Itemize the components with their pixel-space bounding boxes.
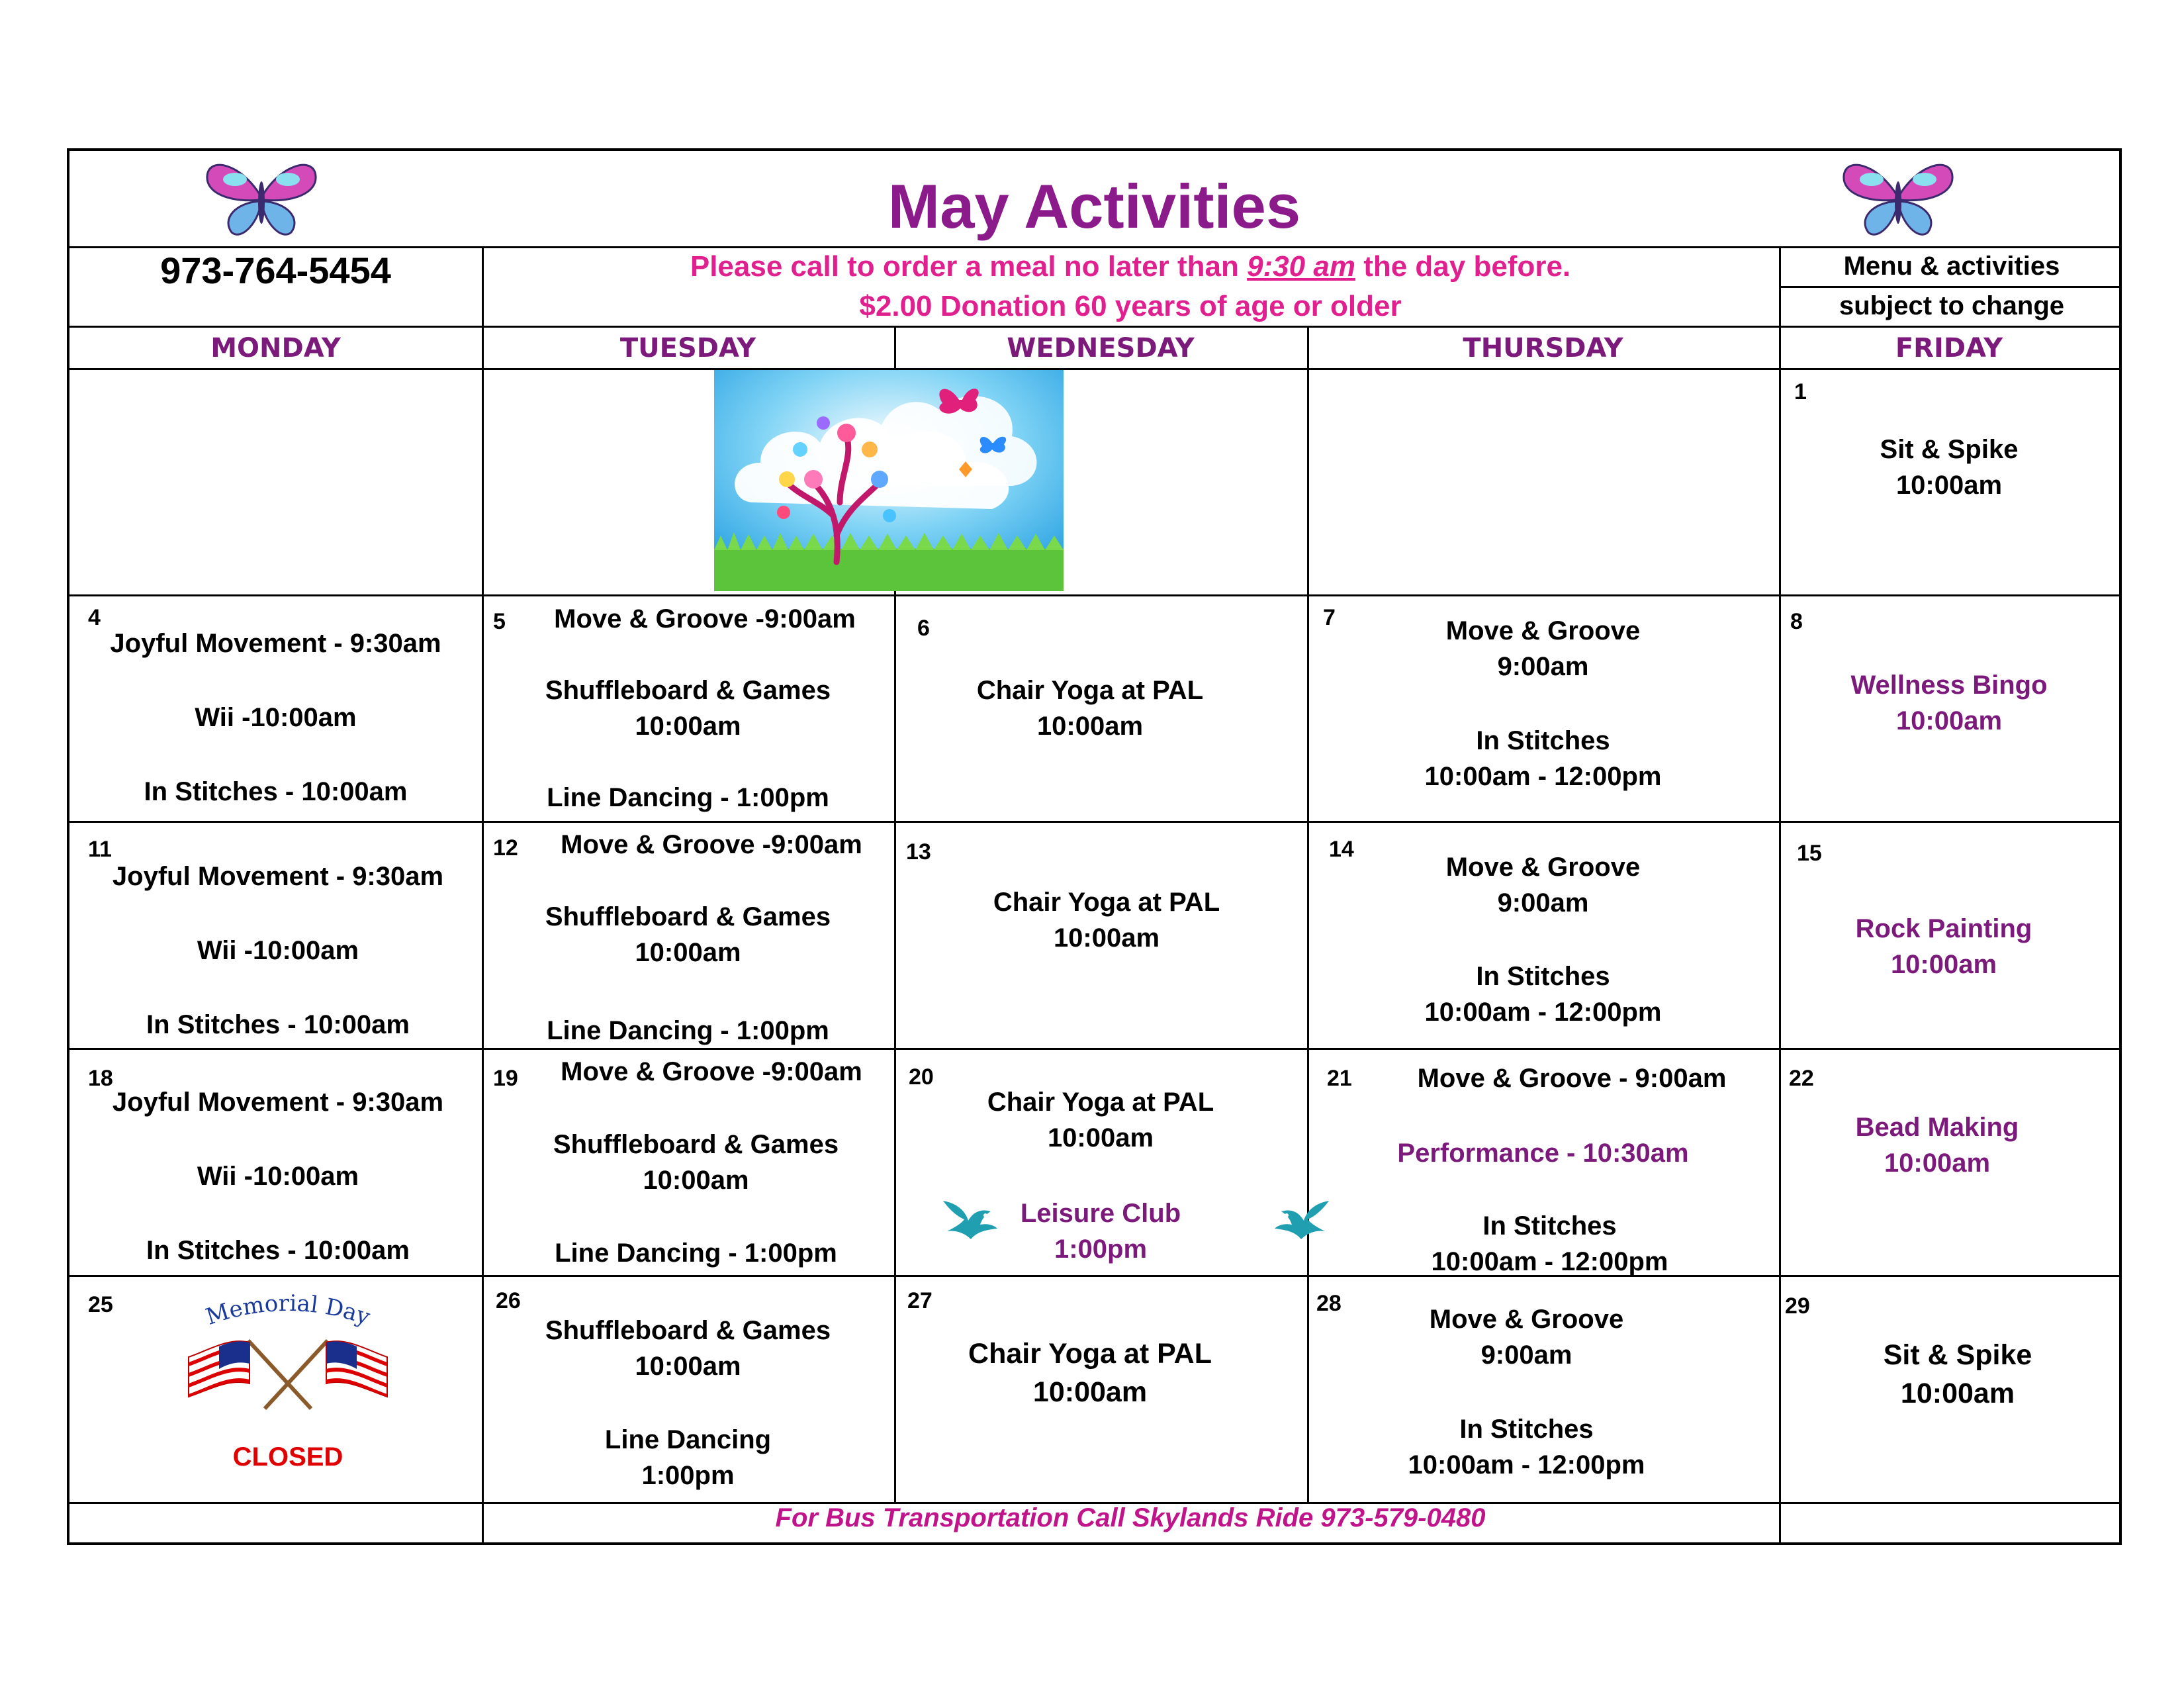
day-number: 28 <box>1316 1291 1342 1316</box>
event-time: 10:00am <box>635 938 741 968</box>
event-move-groove <box>1307 849 1779 921</box>
day-number: 13 <box>906 839 931 865</box>
event-move-groove: Move & Groove -9:00am <box>561 1057 862 1086</box>
event-line-dancing: Line Dancing - 1:00pm <box>547 783 829 812</box>
event-move-groove: Move & Groove - 9:00am <box>1417 1064 1727 1093</box>
day-number: 7 <box>1323 605 1336 630</box>
day-number: 26 <box>496 1288 521 1313</box>
weekday-header: TUESDAY <box>619 333 756 363</box>
event-shuffleboard <box>482 1313 894 1385</box>
event-line-dancing: Line Dancing - 1:00pm <box>547 1016 829 1045</box>
event-sit-spike <box>1788 1336 2128 1413</box>
event-rock-painting <box>1774 911 2114 983</box>
event-in-stitches: In Stitches - 10:00am <box>146 1010 410 1039</box>
closed-label: CLOSED <box>232 1442 343 1472</box>
grid-line <box>69 326 2119 328</box>
event-line-dancing <box>482 1422 894 1494</box>
notice-deadline: 9:30 am <box>1247 250 1355 283</box>
event-move-groove: Move & Groove -9:00am <box>561 830 862 859</box>
event-title: Move & Groove <box>1445 616 1641 645</box>
day-number: 20 <box>909 1064 934 1090</box>
event-time: 10:00am <box>1895 471 2003 500</box>
day-number: 27 <box>907 1288 933 1313</box>
memorial-day-logo-text: Memorial Day <box>203 1291 374 1331</box>
event-in-stitches: In Stitches - 10:00am <box>144 777 408 806</box>
change-note-line1: Menu & activities <box>1843 252 2060 281</box>
grid-line <box>69 246 2119 248</box>
event-time: 9:00am <box>1497 888 1589 918</box>
event-joyful-movement: Joyful Movement - 9:30am <box>112 862 444 891</box>
day-number: 6 <box>917 616 930 641</box>
event-title: Leisure Club <box>1020 1199 1181 1228</box>
event-time: 10:00am <box>635 712 741 741</box>
event-move-groove <box>1307 613 1779 685</box>
day-number: 22 <box>1789 1066 1814 1091</box>
day-number: 29 <box>1785 1293 1810 1319</box>
calendar <box>67 148 2122 1545</box>
event-title: Shuffleboard & Games <box>545 676 831 705</box>
event-title: In Stitches <box>1482 1211 1617 1241</box>
event-time: 10:00am - 12:00pm <box>1431 1247 1668 1277</box>
event-chair-yoga <box>894 1084 1307 1156</box>
event-time: 10:00am <box>635 1352 741 1382</box>
event-wellness-bingo <box>1779 667 2119 739</box>
event-time: 10:00am - 12:00pm <box>1424 762 1662 792</box>
event-wii: Wii -10:00am <box>195 703 357 732</box>
notice-text: Please call to order a meal no later than <box>690 250 1239 283</box>
day-number: 4 <box>88 605 101 630</box>
event-joyful-movement: Joyful Movement - 9:30am <box>112 1088 444 1117</box>
event-bead-making <box>1767 1109 2107 1182</box>
meal-order-notice <box>482 250 1779 283</box>
event-time: 9:00am <box>1480 1340 1572 1370</box>
event-title: Rock Painting <box>1855 914 2032 943</box>
grid-line <box>69 821 2119 823</box>
page-title: May Activities <box>887 171 1301 241</box>
event-shuffleboard <box>482 673 894 745</box>
event-title: Chair Yoga at PAL <box>993 888 1220 917</box>
event-performance: Performance - 10:30am <box>1397 1139 1689 1168</box>
day-number: 21 <box>1327 1066 1352 1091</box>
event-time: 10:00am <box>1047 1123 1154 1153</box>
day-number: 19 <box>493 1066 518 1091</box>
event-title: Sit & Spike <box>1883 1339 2032 1371</box>
event-chair-yoga <box>884 673 1297 745</box>
day-number: 5 <box>493 609 506 634</box>
event-title: In Stitches <box>1476 962 1610 991</box>
event-title: Line Dancing <box>604 1425 772 1454</box>
event-title: Shuffleboard & Games <box>553 1130 839 1159</box>
event-sit-spike <box>1779 432 2119 504</box>
event-time: 10:00am - 12:00pm <box>1424 998 1662 1027</box>
event-time: 10:00am <box>1884 1149 1991 1178</box>
grid-line <box>69 1048 2119 1050</box>
grid-line <box>69 1275 2119 1277</box>
event-time: 10:00am <box>1036 712 1144 741</box>
event-in-stitches <box>1314 1208 1786 1280</box>
event-joyful-movement: Joyful Movement - 9:30am <box>110 629 441 658</box>
weekday-header: FRIDAY <box>1895 333 2003 363</box>
event-title: Chair Yoga at PAL <box>987 1088 1214 1117</box>
event-move-groove <box>1291 1301 1762 1374</box>
event-leisure-club <box>894 1196 1307 1268</box>
day-number: 11 <box>88 837 112 862</box>
event-title: Shuffleboard & Games <box>545 902 831 931</box>
grid-line <box>1779 286 2119 288</box>
event-title: Wellness Bingo <box>1850 671 2048 700</box>
event-time: 1:00pm <box>1054 1235 1148 1264</box>
day-number: 1 <box>1794 379 1807 404</box>
event-in-stitches <box>1307 959 1779 1031</box>
spring-tree-illustration <box>714 370 1064 591</box>
weekday-header: THURSDAY <box>1463 333 1623 363</box>
bus-transportation-note: For Bus Transportation Call Skylands Ride 973-579-0480 <box>775 1503 1486 1532</box>
event-time: 10:00am <box>1032 1376 1148 1409</box>
event-in-stitches <box>1291 1411 1762 1483</box>
change-note-line2: subject to change <box>1839 291 2065 320</box>
event-title: In Stitches <box>1459 1415 1594 1444</box>
weekday-header: MONDAY <box>210 333 341 363</box>
event-shuffleboard <box>482 899 894 971</box>
event-line-dancing: Line Dancing - 1:00pm <box>555 1239 837 1268</box>
grid-line <box>69 368 2119 370</box>
event-in-stitches: In Stitches - 10:00am <box>146 1236 410 1265</box>
american-flags-icon <box>175 1291 400 1417</box>
event-title: Chair Yoga at PAL <box>968 1338 1212 1370</box>
event-title: Sit & Spike <box>1880 435 2019 464</box>
weekday-header: WEDNESDAY <box>1007 333 1195 363</box>
event-chair-yoga <box>900 884 1313 957</box>
event-time: 1:00pm <box>641 1461 735 1491</box>
event-time: 9:00am <box>1497 652 1589 682</box>
event-wii: Wii -10:00am <box>197 936 359 965</box>
event-time: 10:00am <box>643 1166 749 1196</box>
event-chair-yoga <box>884 1335 1297 1412</box>
event-title: Bead Making <box>1855 1113 2019 1142</box>
donation-notice: $2.00 Donation 60 years of age or older <box>859 290 1402 322</box>
event-time: 10:00am <box>1890 950 1997 980</box>
phone-number: 973-764-5454 <box>160 250 391 291</box>
event-shuffleboard <box>490 1127 902 1199</box>
day-number: 12 <box>493 835 518 861</box>
event-title: Move & Groove <box>1445 853 1641 882</box>
day-number: 25 <box>88 1292 113 1317</box>
day-number: 8 <box>1790 609 1803 634</box>
event-title: Chair Yoga at PAL <box>976 676 1204 705</box>
day-number: 15 <box>1797 841 1822 866</box>
event-move-groove: Move & Groove -9:00am <box>554 604 856 633</box>
event-wii: Wii -10:00am <box>197 1162 359 1191</box>
day-number: 18 <box>88 1066 113 1091</box>
event-time: 10:00am <box>1900 1378 2015 1410</box>
event-time: 10:00am <box>1895 706 2003 736</box>
event-in-stitches <box>1307 723 1779 795</box>
grid-line <box>69 594 2119 596</box>
day-number: 14 <box>1329 837 1354 862</box>
event-title: Move & Groove <box>1429 1305 1624 1334</box>
event-title: In Stitches <box>1476 726 1610 755</box>
event-title: Shuffleboard & Games <box>545 1316 831 1345</box>
event-time: 10:00am - 12:00pm <box>1408 1450 1645 1480</box>
event-time: 10:00am <box>1053 923 1160 953</box>
notice-text: the day before. <box>1363 250 1571 283</box>
